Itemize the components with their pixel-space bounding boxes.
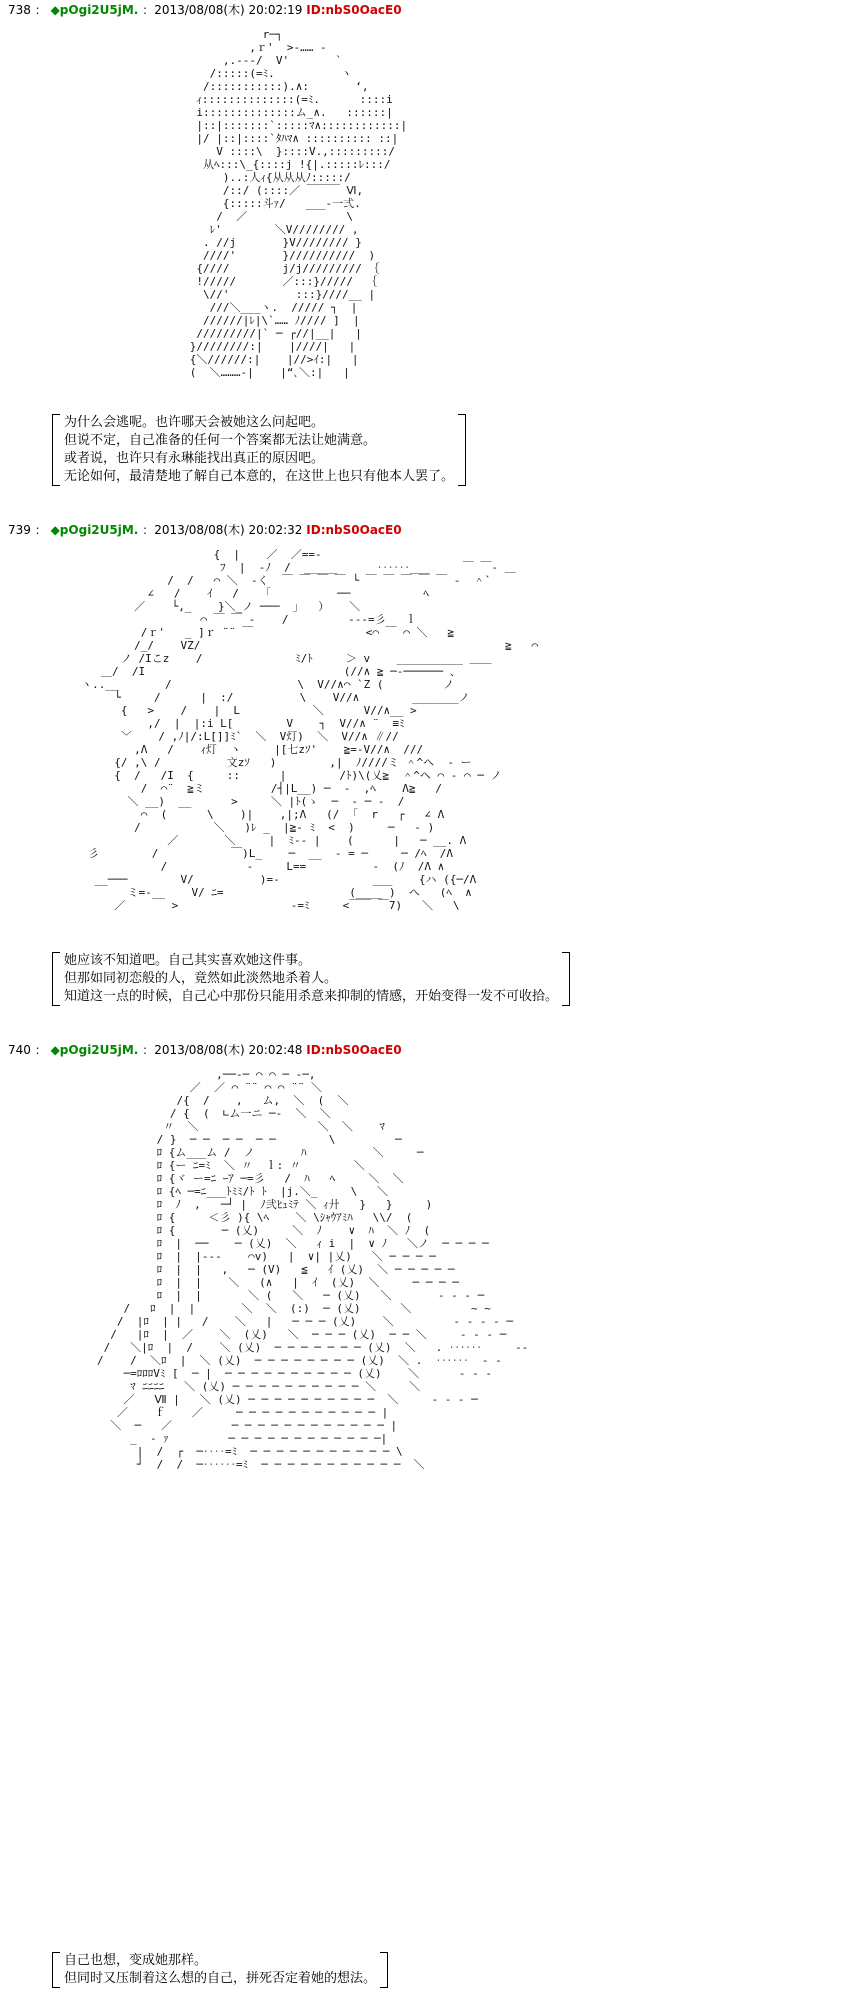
narration-box <box>58 952 564 1006</box>
user-id[interactable]: ID:nbS0OacE0 <box>306 3 402 17</box>
trip-code[interactable]: ◆pOgi2U5jM. <box>50 3 139 17</box>
post-header <box>8 2 402 18</box>
user-id[interactable]: ID:nbS0OacE0 <box>306 1043 402 1057</box>
narration-line: 但同时又压制着这么想的自己，拼死否定着她的想法。 <box>64 1971 377 1986</box>
separator: ： <box>34 523 47 537</box>
trip-code[interactable]: ◆pOgi2U5jM. <box>50 523 139 537</box>
post-header <box>8 522 402 538</box>
separator: ： <box>34 1043 47 1057</box>
post-date: ：2013/08/08(木) 20:02:19 <box>142 3 303 17</box>
user-id[interactable]: ID:nbS0OacE0 <box>306 523 402 537</box>
post-number: 739 <box>8 523 31 537</box>
narration-line: 但说不定，自己准备的任何一个答案都无法让她满意。 <box>64 433 377 448</box>
narration-line: 或者说，也许只有永琳能找出真正的原因吧。 <box>64 451 325 466</box>
ascii-art-illustration: r─┐ ,ｒ' >-…… ‐ ,.--‐/ V' ` /:::::(=ﾐ. ヽ /:::::::::::).∧: ‘, ｨ::::::::::::::(=ﾐ. ::::i i::::::::::::::ム_∧. ::::::| |::|:::::::`:::::ﾏ∧::::::::::::| |/ |::|::::`ﾀﾊﾏ∧ :::::::::: ::| V ::::\ }::::V.,:::::::::/ 从ﾍ:::\_{::::j !{|.:::::ﾚ:::/ )..:人ｨ{从从从ﾉ:::::/ /::/ (::::／ ￣￣￣ Ⅵ, {:::::斗ｧ/ ___‐一弍. / ／ \ ﾚ' ＼V//////// , . //j }V//////// } ////' }////////// ) {//// j/j///////// ｛ !///// ／:::}///// ｛ \//' :::}////__ | ///＼___ヽ. ///// ┐ | //////|ﾚ|\`…… ﾉ//// ] | /////////|` ─ ┌//|__| | }////////:| |////| | {＼//////:| |//>ｲ:| | ( ＼………‐| |“､＼:| | <box>189 28 408 379</box>
post-header <box>8 1042 402 1058</box>
narration-line: 为什么会逃呢。也许哪天会被她这么问起吧。 <box>64 415 325 430</box>
ascii-art-illustration: ,──‐─ ⌒ ⌒ ─ ‐─, ／ ／ ⌒ ¨¨ ⌒ ⌒ ¨¨ ＼ /{ / , ム, ＼ ( ＼ / { ( ∟ム一ニ ─‐ ＼ ＼ 〃 ＼ ＼ ＼ ﾏ / } ─ ─ ─ ─ ─ ─ \ ─ ﾛ {ム___ム / ノ ﾊ ＼ ─ ﾛ {ー ﾆ=ﾐ ＼ 〃 ｌ: 〃 ＼ ﾛ {ヾ ー=ﾆ ｰｱ ─=彡 / ﾊ ﾍ ＼ ＼ ﾛ {ﾍ ─=ﾆ___ﾄﾐﾐ/ﾄ ﾄ |j.＼_ \ ＼ ﾛ ﾉ , ─┘ | ﾉ弐ﾋｭﾐﾃ ＼ ｨ廾 } } ) ﾛ { ＜彡 ){ \ﾍ ＼ \ｼｬｳｱﾐﾊ \\/ ( ﾛ { ─ (乂) ＼ ﾉ ∨ ﾊ ＼ ﾉ ( ﾛ | ── ─ (乂) ＼ ｨ i | ∨ ﾉ ＼ノ ─ ─ ─ ─ ﾛ | |‐‐‐ ⌒v) | ∨| |乂) ＼ ─ ─ ─ ─ ﾛ | | , ─ (V) ≦ ｲ (乂) ＼ ─ ─ ─ ─ ─ ﾛ | | ＼ (∧ | ｲ (乂) ＼ ─ ─ ─ ─ ﾛ | | ＼ ( ＼ ─ (乂) ＼ ‐ ‐ ‐ ─ / ﾛ | | ＼ ＼ (:) ─ (乂) ＼ ~ ~ / |ﾛ | | / ＼ | ─ ─ ─ (乂) ＼ ‐ ‐ ‐ ‐ ─ / |ﾛ | ／ ＼ (乂) ＼ ─ ─ ─ (乂) ─ ─ ＼ ‐ ‐ ‐ ─ / ＼|ﾛ | / ＼ (乂) ─ ─ ─ ─ ─ ─ ─ (乂) ＼ . ‥‥‥ ‐‐ / / ＼ﾛ | ＼ (乂) ─ ─ ─ ─ ─ ─ ─ ─ (乂) ＼ . ‥‥‥ ‐ ‐ ─=ﾛﾛﾛVﾐ [ ─ | ─ ─ ─ ─ ─ ─ ─ ─ ─ ─ (乂) ＼ ‐ ‐ ‐ ﾏ ﾆﾆﾆﾆ ＼ (乂) ─ ─ ─ ─ ─ ─ ─ ─ ─ ─ ＼ ＼ ／ Ⅶ | ＼ (乂) ─ ─ ─ ─ ─ ─ ─ ─ ─ ─ ＼ ‐ ‐ ‐ ─ ／ ｆ ／ ─ ─ ─ ─ ─ ─ ─ ─ ─ ─ ─ | ＼ ─ ／ ─ ─ ─ ─ ─ ─ ─ ─ ─ ─ ─ ─ | _ ‐ ｧ ─ ─ ─ ─ ─ ─ ─ ─ ─ ─ ─ ─| | / ┌ ─‥‥=ﾐ ─ ─ ─ ─ ─ ─ ─ ─ ─ ─ ─ \ ┘ / / ─‥‥‥=ﾐ ─ ─ ─ ─ ─ ─ ─ ─ ─ ─ ─ ＼ <box>96 1068 529 1471</box>
narration-line: 她应该不知道吧。自己其实喜欢她这件事。 <box>64 953 312 968</box>
narration-line: 无论如何，最清楚地了解自己本意的，在这世上也只有他本人罢了。 <box>64 469 455 484</box>
narration-box <box>58 414 460 486</box>
post-number: 738 <box>8 3 31 17</box>
trip-code[interactable]: ◆pOgi2U5jM. <box>50 1043 139 1057</box>
separator: ： <box>34 3 47 17</box>
narration-box <box>58 1952 382 1988</box>
post-number: 740 <box>8 1043 31 1057</box>
narration-line: 自己也想，变成她那样。 <box>64 1953 208 1968</box>
ascii-art-illustration: { | ／ ／==‐ ﾌ | -ﾉ / _____ ‥‥‥___ ￣ ￣‐ ＿ / / ⌒ ＼ ‐く ￣ ￣ ￣ ￣ └ ￣ ￣ ￣ ￣ ￣ ‐ ＾` ∠ / ｲ / ｢ ── ﾍ ／ └,_ }＼_ノ ─── ｣ ） ＼ ⌒ ￣ ￣ ‐ / ‐‐‐=彡 ｌ /ｒ' _ ]ｒ ¨¨ ￣ <⌒ ￣ ⌒ ＼ ≧ /_/ VZ/ ≧ ⌒ ノ /Ιこz / ﾐ/ﾄ ＞ v __________ ＿＿ ＿/ /Ι (//∧ ≧ ─‐────── 、 ヽ..__ / \ V//∧⌒ `Z ( ノ └ / | :/ \ V//∧ _______ノ { > / | L ＼ V//∧__ > ,/ | |:i L[ V ┐ V//∧ ¨ ≡ﾐ ﹀ / ,ﾉ|/:L[]]ﾐ` ＼ V灯) ＼ V//∧ ∥// ,Λ / ｨ灯 ヽ |[七zｿ' ≧=‐V//∧ /// {/ ,\ / 文zｿ ) ,| ﾉ////ミ ＾^ヘ ‐ ー { / /Ι { :: | /ﾄ)\(乂≧ ＾^ヘ ⌒ ‐ ⌒ ─ ノ / ⌒¨ ≧ミ /┤|L__) ─ ‐ ,ﾍ Λ≧ / ＼ __) __ > ＼ |ﾄ(ゝ ─ ‐ ─ ‐ / ⌒ ( \ )| ,|;Λ (/ ｢ r ┌ ∠ Λ / ＼ )ﾚ _ |≧‐ ﾐ < ) ─ ‐ ) ／ ＼ | ﾐ‐‐ | ( | ─ __. Λ 彡 / ￣)L_ ─ __ ‐ = ─ ─ /ﾍ /Λ / ‐ L== ‐ (ﾉ /Λ ∧ __─── V/ )=‐ ___ {ハ ({─/Λ ミ=‐__ V/ ﾆ= (____ ) ヘ (ﾍ ∧ ／ > ‐=ﾐ <￣￣ ￣7) ＼ \ <box>81 548 539 912</box>
narration-line: 但那如同初恋般的人，竟然如此淡然地杀着人。 <box>64 971 338 986</box>
narration-line: 知道这一点的时候，自己心中那份只能用杀意来抑制的情感，开始变得一发不可收拾。 <box>64 989 559 1004</box>
post-date: ：2013/08/08(木) 20:02:48 <box>142 1043 303 1057</box>
post-date: ：2013/08/08(木) 20:02:32 <box>142 523 303 537</box>
